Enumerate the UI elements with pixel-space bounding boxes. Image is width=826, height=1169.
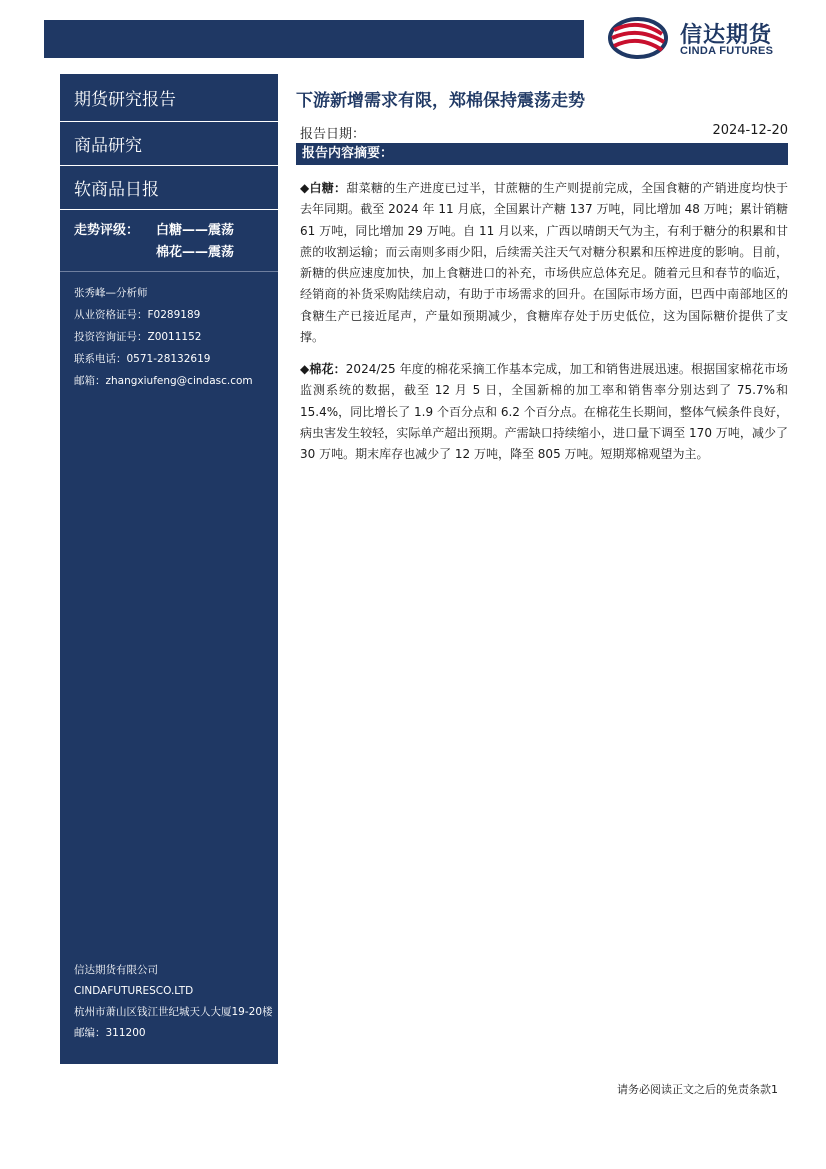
page-number: 1: [771, 1083, 778, 1096]
rating-label: 走势评级：: [74, 223, 140, 238]
rating-sugar: 白糖——震荡: [156, 223, 235, 238]
cotton-heading: ◆棉花：: [300, 362, 346, 376]
sidebar-item-research-report: 期货研究报告: [60, 74, 278, 122]
company-name-en: CINDAFUTURESCO.LTD: [74, 985, 194, 997]
sugar-heading: ◆白糖：: [300, 181, 347, 195]
cinda-futures-logo: [608, 16, 788, 62]
rating-cotton: 棉花——震荡: [156, 245, 235, 260]
sidebar: [60, 74, 278, 1064]
sidebar-item-commodity-research: 商品研究: [60, 122, 278, 166]
report-date-label: 报告日期：: [300, 127, 366, 142]
summary-heading: 报告内容摘要：: [296, 143, 788, 165]
company-name: 信达期货有限公司: [74, 964, 158, 976]
report-title: 下游新增需求有限，郑棉保持震荡走势: [296, 91, 585, 111]
logo-text-en: CINDA FUTURES: [680, 45, 774, 57]
analyst-name: 张秀峰—分析师: [74, 287, 148, 299]
analyst-phone: 联系电话：0571-28132619: [74, 353, 211, 365]
sugar-paragraph: [300, 178, 788, 348]
analyst-license: 从业资格证号：F0289189: [74, 309, 201, 321]
analyst-info: [74, 282, 253, 392]
cotton-paragraph: [300, 359, 788, 465]
disclaimer-text: 请务必阅读正文之后的免责条款: [617, 1083, 771, 1096]
sugar-text: 甜菜糖的生产进度已过半，甘蔗糖的生产则提前完成，全国食糖的产销进度均快于去年同期。截至 2024 年 11 月底，全国累计产糖 137 万吨，同比增加 48 万吨；累计销糖 61 万吨，同比增加 29 万吨。自 11 月以来，广西以晴朗天气为主，有利于糖分的积累和甘蔗的收割运输；而云南则多雨少阳，后续需关注天气对糖分积累和压榨进度的影响。目前，新糖的供应速度加快，加上食糖进口的补充，市场供应总体充足。随着元旦和春节的临近，经销商的补货采购陆续启动，有助于市场需求的回升。在国际市场方面，巴西中南部地区的食糖生产已接近尾声，产量如预期减少，食糖库存处于历史低位，这为国际糖价提供了支撑。: [300, 181, 788, 345]
footer-disclaimer: [617, 1081, 778, 1097]
cinda-logo-icon: [608, 16, 670, 60]
sidebar-item-soft-commodity-daily: 软商品日报: [60, 166, 278, 210]
trend-rating: [60, 210, 278, 272]
analyst-consult-license: 投资咨询证号：Z0011152: [74, 331, 202, 343]
logo-text-cn: 信达期货: [680, 23, 773, 48]
report-date: 2024-12-20: [712, 123, 788, 138]
header-bar: [44, 20, 584, 58]
company-info: [74, 960, 273, 1044]
cotton-text: 2024/25 年度的棉花采摘工作基本完成，加工和销售进展迅速。根据国家棉花市场监测系统的数据，截至 12 月 5 日，全国新棉的加工率和销售率分别达到了 75.7%和 15.4%，同比增长了 1.9 个百分点和 6.2 个百分点。在棉花生长期间，整体气候条件良好，病虫害发生较轻，实际单产超出预期。产需缺口持续缩小，进口量下调至 170 万吨，减少了 30 万吨。期末库存也减少了 12 万吨，降至 805 万吨。短期郑棉观望为主。: [300, 362, 788, 462]
analyst-email: 邮箱：zhangxiufeng@cindasc.com: [74, 375, 253, 387]
company-address: 杭州市萧山区钱江世纪城天人大厦19-20楼: [74, 1006, 273, 1018]
company-zip: 邮编：311200: [74, 1027, 146, 1039]
